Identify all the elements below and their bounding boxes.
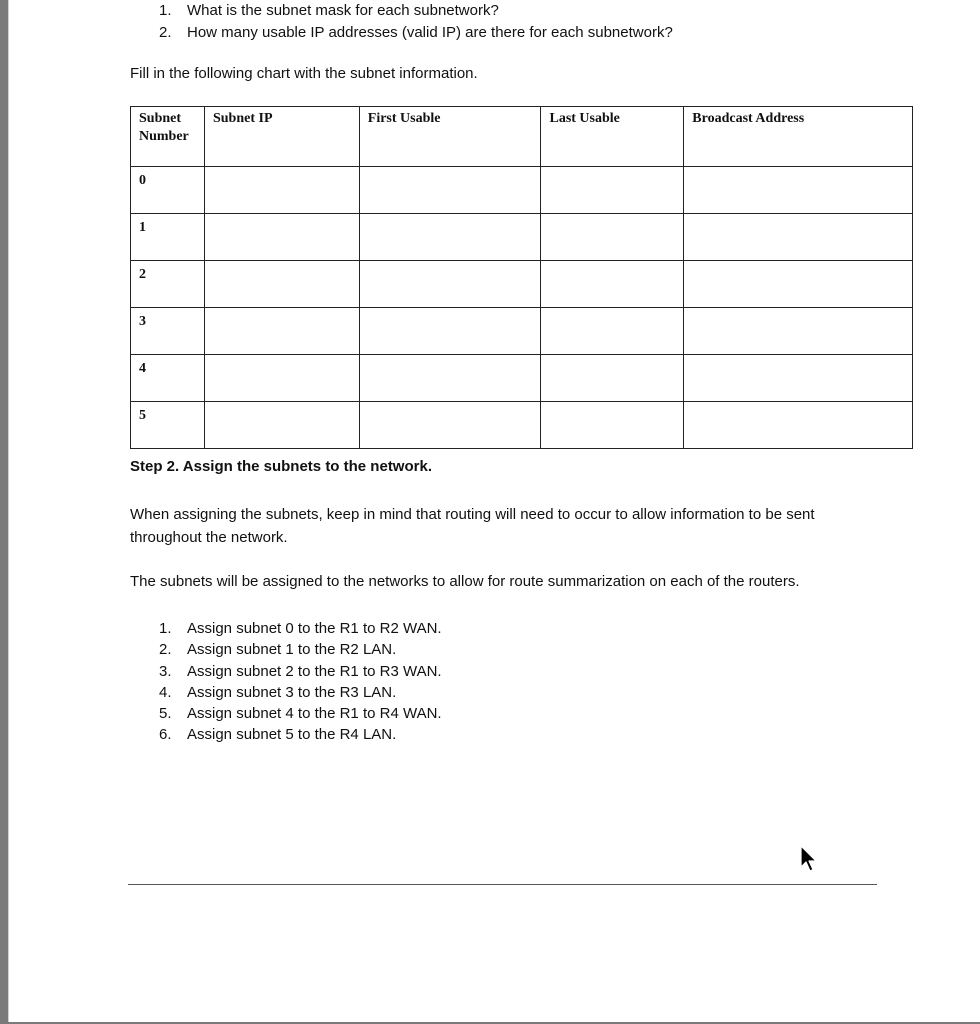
subnet-ip-cell[interactable] (204, 402, 359, 449)
list-item: 6. Assign subnet 5 to the R4 LAN. (159, 726, 397, 744)
mouse-pointer-icon (799, 845, 819, 873)
last-usable-cell[interactable] (541, 402, 684, 449)
questions-list (159, 0, 673, 44)
table-row (131, 355, 913, 402)
broadcast-address-cell[interactable] (684, 355, 913, 402)
broadcast-address-cell[interactable] (684, 308, 913, 355)
subnet-number-cell: 5 (131, 402, 205, 449)
list-item: 2. Assign subnet 1 to the R2 LAN. (159, 641, 397, 659)
first-usable-cell[interactable] (359, 308, 541, 355)
question-item: 1. What is the subnet mask for each subnetwork? (159, 2, 499, 19)
subnet-ip-cell[interactable] (204, 261, 359, 308)
broadcast-address-cell[interactable] (684, 261, 913, 308)
last-usable-cell[interactable] (541, 308, 684, 355)
table-row (131, 167, 913, 214)
subnet-number-cell: 0 (131, 167, 205, 214)
subnet-ip-cell[interactable] (204, 167, 359, 214)
subnet-ip-cell[interactable] (204, 308, 359, 355)
subnet-table (130, 106, 913, 449)
question-item: 2. How many usable IP addresses (valid IP) are there for each subnetwork? (159, 24, 673, 41)
subnet-ip-cell[interactable] (204, 214, 359, 261)
table-header-row (131, 107, 913, 167)
step-2-heading: Step 2. Assign the subnets to the network. (130, 458, 432, 475)
table-row (131, 261, 913, 308)
header-broadcast-address: Broadcast Address (684, 107, 913, 167)
subnet-number-cell: 2 (131, 261, 205, 308)
broadcast-address-cell[interactable] (684, 402, 913, 449)
first-usable-cell[interactable] (359, 261, 541, 308)
routing-paragraph: When assigning the subnets, keep in mind that routing will need to occur to allow information to be sent throughout the network. (130, 506, 815, 546)
list-item: 3. Assign subnet 2 to the R1 to R3 WAN. (159, 662, 442, 680)
last-usable-cell[interactable] (541, 167, 684, 214)
document-page (8, 0, 980, 1022)
table-row (131, 402, 913, 449)
summarization-paragraph: The subnets will be assigned to the networks to allow for route summarization on each of the routers. (130, 573, 800, 590)
subnet-number-cell: 4 (131, 355, 205, 402)
header-first-usable: First Usable (359, 107, 541, 167)
first-usable-cell[interactable] (359, 214, 541, 261)
broadcast-address-cell[interactable] (684, 214, 913, 261)
first-usable-cell[interactable] (359, 167, 541, 214)
table-row (131, 308, 913, 355)
list-item: 5. Assign subnet 4 to the R1 to R4 WAN. (159, 705, 442, 723)
last-usable-cell[interactable] (541, 214, 684, 261)
first-usable-cell[interactable] (359, 355, 541, 402)
subnet-number-cell: 1 (131, 214, 205, 261)
table-row (131, 214, 913, 261)
subnet-number-cell: 3 (131, 308, 205, 355)
header-last-usable: Last Usable (541, 107, 684, 167)
first-usable-cell[interactable] (359, 402, 541, 449)
header-subnet-ip: Subnet IP (204, 107, 359, 167)
assignment-list (159, 618, 442, 746)
last-usable-cell[interactable] (541, 261, 684, 308)
list-item: 4. Assign subnet 3 to the R3 LAN. (159, 683, 397, 701)
last-usable-cell[interactable] (541, 355, 684, 402)
header-subnet-number: Subnet Number (131, 107, 205, 167)
subnet-ip-cell[interactable] (204, 355, 359, 402)
broadcast-address-cell[interactable] (684, 167, 913, 214)
list-item: 1. Assign subnet 0 to the R1 to R2 WAN. (159, 620, 442, 637)
chart-instruction: Fill in the following chart with the subnet information. (130, 65, 478, 82)
footer-divider (128, 884, 877, 885)
